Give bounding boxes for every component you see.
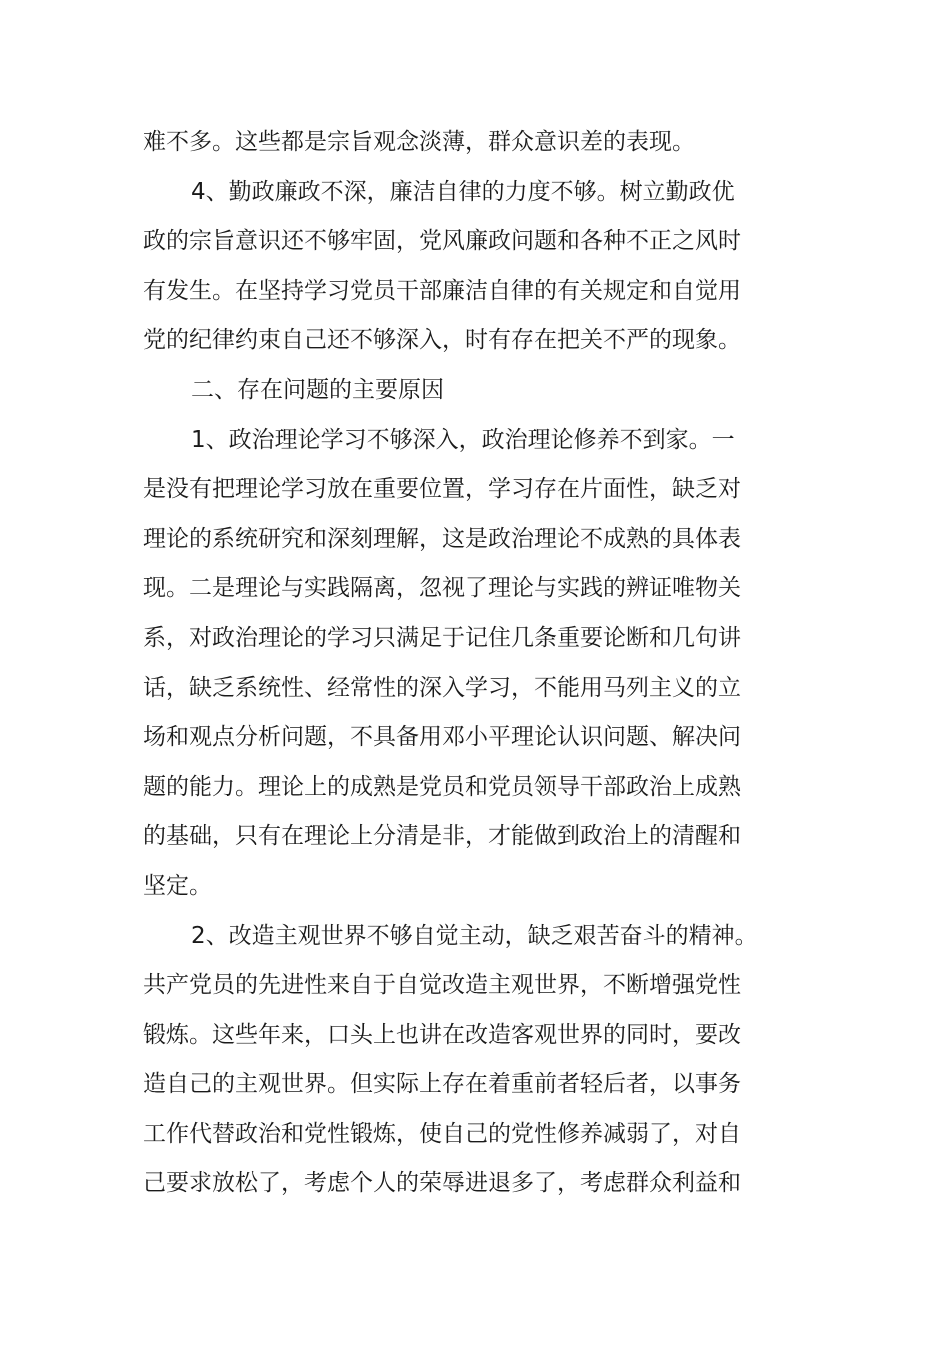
- text-line: 场和观点分析问题，不具备用邓小平理论认识问题、解决问: [143, 724, 741, 751]
- text-line: 系，对政治理论的学习只满足于记住几条重要论断和几句讲: [143, 624, 741, 651]
- section-heading: 二、存在问题的主要原因: [191, 376, 444, 403]
- paragraph-start-line: 4、勤政廉政不深，廉洁自律的力度不够。树立勤政优: [191, 178, 735, 205]
- text-line: 有发生。在坚持学习党员干部廉洁自律的有关规定和自觉用: [143, 277, 741, 304]
- text-line: 的基础，只有在理论上分清是非，才能做到政治上的清醒和: [143, 823, 741, 850]
- text-line: 政的宗旨意识还不够牢固，党风廉政问题和各种不正之风时: [143, 228, 741, 255]
- text-line: 工作代替政治和党性锻炼，使自己的党性修养减弱了，对自: [143, 1120, 741, 1147]
- paragraph-start-line: 2、改造主观世界不够自觉主动，缺乏艰苦奋斗的精神。: [191, 922, 758, 949]
- text-line: 现。二是理论与实践隔离，忽视了理论与实践的辨证唯物关: [143, 575, 741, 602]
- text-line: 题的能力。理论上的成熟是党员和党员领导干部政治上成熟: [143, 773, 741, 800]
- text-line: 党的纪律约束自己还不够深入，时有存在把关不严的现象。: [143, 327, 741, 354]
- text-line: 己要求放松了，考虑个人的荣辱进退多了，考虑群众利益和: [143, 1170, 741, 1197]
- text-line: 理论的系统研究和深刻理解，这是政治理论不成熟的具体表: [143, 525, 741, 552]
- text-line: 造自己的主观世界。但实际上存在着重前者轻后者，以事务: [143, 1071, 741, 1098]
- text-line: 话，缺乏系统性、经常性的深入学习，不能用马列主义的立: [143, 674, 741, 701]
- text-line: 坚定。: [143, 872, 212, 899]
- paragraph-start-line: 1、政治理论学习不够深入，政治理论修养不到家。一: [191, 426, 735, 453]
- text-line: 锻炼。这些年来，口头上也讲在改造客观世界的同时，要改: [143, 1021, 741, 1048]
- text-line: 共产党员的先进性来自于自觉改造主观世界，不断增强党性: [143, 972, 741, 999]
- text-line: 难不多。这些都是宗旨观念淡薄，群众意识差的表现。: [143, 129, 695, 155]
- document-body: [143, 118, 763, 1209]
- text-line: 是没有把理论学习放在重要位置，学习存在片面性，缺乏对: [143, 476, 741, 503]
